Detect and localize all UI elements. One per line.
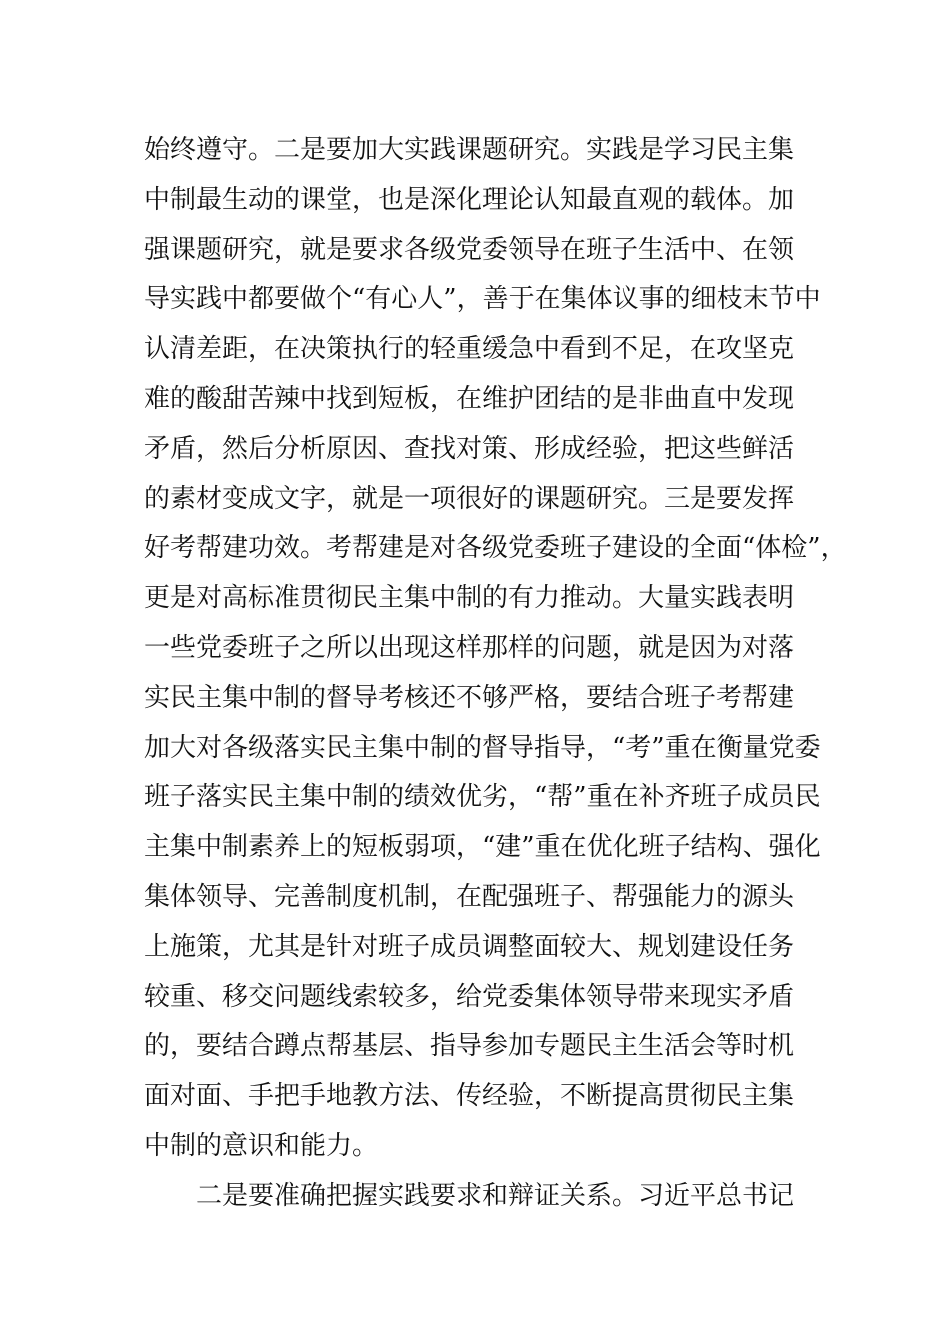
text-line: 面对面、手把手地教方法、传经验，不断提高贯彻民主集 xyxy=(144,1081,795,1112)
paragraph-2 xyxy=(144,1172,814,1222)
text-line: 加大对各级落实民主集中制的督导指导，“考”重在衡量党委 xyxy=(144,732,821,763)
text-line: 更是对高标准贯彻民主集中制的有力推动。大量实践表明 xyxy=(144,583,795,614)
text-line: 上施策，尤其是针对班子成员调整面较大、规划建设任务 xyxy=(144,931,795,962)
text-line: 班子落实民主集中制的绩效优劣，“帮”重在补齐班子成员民 xyxy=(144,782,821,813)
text-line: 一些党委班子之所以出现这样那样的问题，就是因为对落 xyxy=(144,632,795,663)
text-line: 始终遵守。二是要加大实践课题研究。实践是学习民主集 xyxy=(144,135,795,165)
text-line: 二是要准确把握实践要求和辩证关系。习近平总书记 xyxy=(196,1180,795,1211)
text-line: 强课题研究，就是要求各级党委领导在班子生活中、在领 xyxy=(144,234,795,265)
text-line: 矛盾，然后分析原因、查找对策、形成经验，把这些鲜活 xyxy=(144,433,795,464)
text-line: 的素材变成文字，就是一项很好的课题研究。三是要发挥 xyxy=(144,483,795,514)
text-line: 较重、移交问题线索较多，给党委集体领导带来现实矛盾 xyxy=(144,981,795,1012)
text-line: 难的酸甜苦辣中找到短板，在维护团结的是非曲直中发现 xyxy=(144,383,795,414)
text-line: 主集中制素养上的短板弱项，“建”重在优化班子结构、强化 xyxy=(144,832,821,863)
document-body xyxy=(144,126,847,1222)
text-line: 的，要结合蹲点帮基层、指导参加专题民主生活会等时机 xyxy=(144,1031,795,1062)
text-line: 好考帮建功效。考帮建是对各级党委班子建设的全面“体检”， xyxy=(144,533,847,564)
text-line: 导实践中都要做个“有心人”，善于在集体议事的细枝末节中 xyxy=(144,284,821,315)
text-line: 认清差距，在决策执行的轻重缓急中看到不足，在攻坚克 xyxy=(144,334,795,365)
text-line: 中制的意识和能力。 xyxy=(144,1130,379,1161)
paragraph-1 xyxy=(144,126,847,1172)
text-line: 集体领导、完善制度机制，在配强班子、帮强能力的源头 xyxy=(144,881,795,912)
text-line: 中制最生动的课堂，也是深化理论认知最直观的载体。加 xyxy=(144,184,795,215)
text-line: 实民主集中制的督导考核还不够严格，要结合班子考帮建 xyxy=(144,682,795,713)
